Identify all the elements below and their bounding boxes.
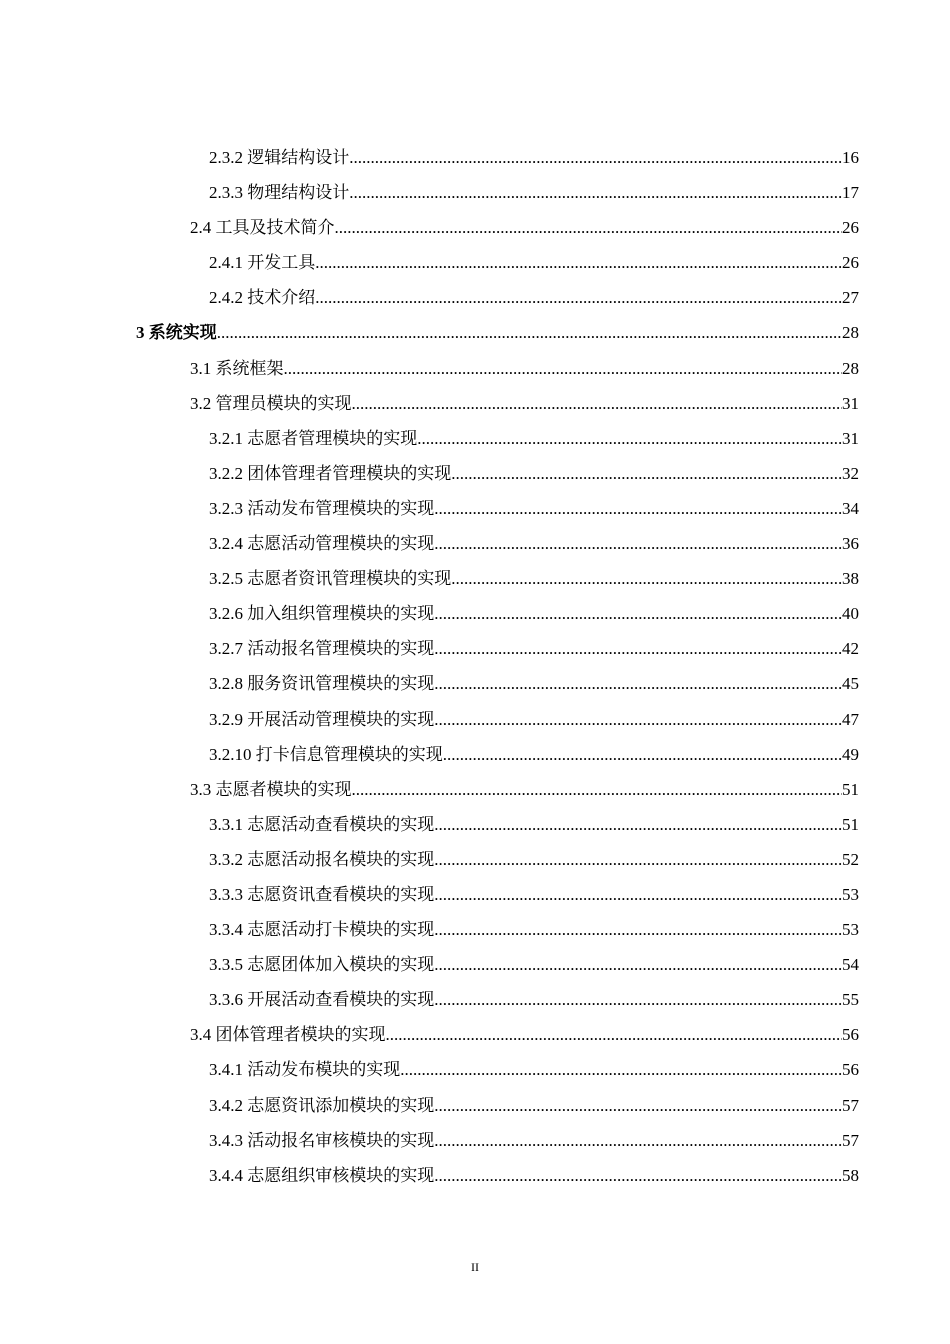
toc-dot-leader	[434, 491, 842, 526]
toc-entry-title: 3.3 志愿者模块的实现	[190, 779, 352, 799]
toc-dot-leader	[400, 1052, 842, 1087]
toc-entry-page: 31	[842, 393, 859, 413]
toc-dot-leader	[352, 386, 843, 421]
toc-entry-page: 55	[842, 990, 859, 1010]
toc-entry[interactable]	[0, 526, 950, 561]
toc-dot-leader	[284, 351, 843, 386]
toc-dot-leader	[434, 982, 842, 1017]
toc-entry[interactable]	[0, 947, 950, 982]
toc-entry-title: 3.3.3 志愿资讯查看模块的实现	[209, 884, 435, 904]
toc-entry[interactable]	[0, 666, 950, 701]
toc-dot-leader	[434, 842, 842, 877]
toc-dot-leader	[434, 807, 842, 842]
toc-dot-leader	[434, 1158, 842, 1193]
toc-entry-page: 53	[842, 920, 859, 940]
toc-entry-page: 36	[842, 534, 859, 554]
toc-dot-leader	[349, 140, 842, 175]
toc-entry-title: 2.4.1 开发工具	[209, 253, 316, 273]
toc-entry-title: 3.2 管理员模块的实现	[190, 393, 352, 413]
toc-dot-leader	[434, 526, 842, 561]
toc-dot-leader	[352, 772, 843, 807]
toc-entry-title: 3.4.3 活动报名审核模块的实现	[209, 1130, 435, 1150]
toc-entry[interactable]	[0, 280, 950, 315]
toc-entry-page: 42	[842, 639, 859, 659]
toc-entry[interactable]	[0, 245, 950, 280]
toc-dot-leader	[417, 421, 842, 456]
toc-entry[interactable]	[0, 1158, 950, 1193]
toc-entry[interactable]	[0, 631, 950, 666]
toc-entry-page: 53	[842, 884, 859, 904]
toc-dot-leader	[443, 737, 842, 772]
toc-entry-page: 26	[842, 253, 859, 273]
toc-entry[interactable]	[0, 1123, 950, 1158]
toc-entry-title: 3.2.1 志愿者管理模块的实现	[209, 428, 418, 448]
toc-entry-title: 3.2.9 开展活动管理模块的实现	[209, 709, 435, 729]
toc-entry[interactable]	[0, 877, 950, 912]
toc-entry-page: 52	[842, 849, 859, 869]
toc-entry[interactable]	[0, 210, 950, 245]
toc-entry-title: 3.3.4 志愿活动打卡模块的实现	[209, 920, 435, 940]
toc-entry[interactable]	[0, 596, 950, 631]
toc-dot-leader	[434, 702, 842, 737]
toc-entry-page: 47	[842, 709, 859, 729]
toc-entry-title: 3.2.5 志愿者资讯管理模块的实现	[209, 569, 452, 589]
toc-dot-leader	[315, 245, 842, 280]
toc-entry-title: 3.2.2 团体管理者管理模块的实现	[209, 463, 452, 483]
toc-entry-page: 56	[842, 1025, 859, 1045]
toc-entry-page: 57	[842, 1130, 859, 1150]
toc-entry[interactable]	[0, 772, 950, 807]
toc-entry-page: 56	[842, 1060, 859, 1080]
toc-entry-page: 34	[842, 498, 859, 518]
toc-dot-leader	[315, 280, 842, 315]
toc-entry[interactable]	[0, 982, 950, 1017]
toc-entry[interactable]	[0, 456, 950, 491]
toc-entry-title: 3.3.5 志愿团体加入模块的实现	[209, 955, 435, 975]
toc-entry-title: 3.4.4 志愿组织审核模块的实现	[209, 1165, 435, 1185]
toc-entry-title: 3.3.1 志愿活动查看模块的实现	[209, 814, 435, 834]
toc-entry-page: 32	[842, 463, 859, 483]
toc-dot-leader	[434, 666, 842, 701]
toc-entry[interactable]	[0, 1088, 950, 1123]
toc-entry-title: 2.4.2 技术介绍	[209, 288, 316, 308]
toc-entry-page: 28	[842, 358, 859, 378]
toc-entry[interactable]	[0, 912, 950, 947]
toc-entry[interactable]	[0, 561, 950, 596]
toc-dot-leader	[434, 912, 842, 947]
toc-entry-title: 3.3.2 志愿活动报名模块的实现	[209, 849, 435, 869]
toc-entry-title: 3.3.6 开展活动查看模块的实现	[209, 990, 435, 1010]
toc-entry[interactable]	[0, 842, 950, 877]
toc-dot-leader	[434, 1123, 842, 1158]
toc-dot-leader	[335, 210, 843, 245]
toc-entry-page: 27	[842, 288, 859, 308]
toc-entry-title: 3.2.3 活动发布管理模块的实现	[209, 498, 435, 518]
toc-dot-leader	[434, 1088, 842, 1123]
toc-entry-page: 45	[842, 674, 859, 694]
toc-dot-leader	[434, 947, 842, 982]
toc-entry-title: 2.4 工具及技术简介	[190, 218, 335, 238]
toc-entry-title: 3.2.4 志愿活动管理模块的实现	[209, 534, 435, 554]
toc-entry-page: 38	[842, 569, 859, 589]
table-of-contents	[0, 140, 950, 1193]
toc-dot-leader	[434, 877, 842, 912]
toc-entry-title: 3.2.8 服务资讯管理模块的实现	[209, 674, 435, 694]
toc-entry-page: 51	[842, 814, 859, 834]
toc-entry-page: 51	[842, 779, 859, 799]
toc-entry-title: 3.4.2 志愿资讯添加模块的实现	[209, 1095, 435, 1115]
toc-entry-page: 58	[842, 1165, 859, 1185]
toc-dot-leader	[434, 631, 842, 666]
toc-dot-leader	[217, 315, 842, 350]
toc-dot-leader	[451, 456, 842, 491]
toc-entry-title: 3.4.1 活动发布模块的实现	[209, 1060, 401, 1080]
toc-entry-title: 2.3.3 物理结构设计	[209, 183, 350, 203]
toc-entry-page: 31	[842, 428, 859, 448]
toc-entry-page: 28	[842, 323, 859, 343]
toc-entry[interactable]	[0, 1052, 950, 1087]
toc-entry-page: 57	[842, 1095, 859, 1115]
toc-entry-page: 40	[842, 604, 859, 624]
toc-entry[interactable]	[0, 175, 950, 210]
toc-entry-title: 3 系统实现	[136, 323, 217, 343]
toc-entry[interactable]	[0, 421, 950, 456]
toc-entry[interactable]	[0, 386, 950, 421]
toc-entry[interactable]	[0, 315, 950, 350]
toc-entry-title: 3.4 团体管理者模块的实现	[190, 1025, 386, 1045]
toc-dot-leader	[451, 561, 842, 596]
toc-entry-page: 54	[842, 955, 859, 975]
toc-entry[interactable]	[0, 140, 950, 175]
toc-entry[interactable]	[0, 737, 950, 772]
toc-entry-page: 49	[842, 744, 859, 764]
toc-entry[interactable]	[0, 807, 950, 842]
toc-entry-page: 26	[842, 218, 859, 238]
toc-entry-title: 2.3.2 逻辑结构设计	[209, 148, 350, 167]
toc-entry[interactable]	[0, 351, 950, 386]
toc-entry-page: 16	[842, 148, 859, 167]
toc-dot-leader	[386, 1017, 843, 1052]
toc-dot-leader	[434, 596, 842, 631]
toc-entry[interactable]	[0, 491, 950, 526]
toc-entry-title: 3.2.7 活动报名管理模块的实现	[209, 639, 435, 659]
toc-entry-title: 3.2.6 加入组织管理模块的实现	[209, 604, 435, 624]
toc-entry-page: 17	[842, 183, 859, 203]
toc-dot-leader	[349, 175, 842, 210]
page-number: II	[471, 1260, 479, 1274]
toc-entry-title: 3.2.10 打卡信息管理模块的实现	[209, 744, 443, 764]
toc-entry[interactable]	[0, 702, 950, 737]
toc-entry-title: 3.1 系统框架	[190, 358, 284, 378]
toc-entry[interactable]	[0, 1017, 950, 1052]
